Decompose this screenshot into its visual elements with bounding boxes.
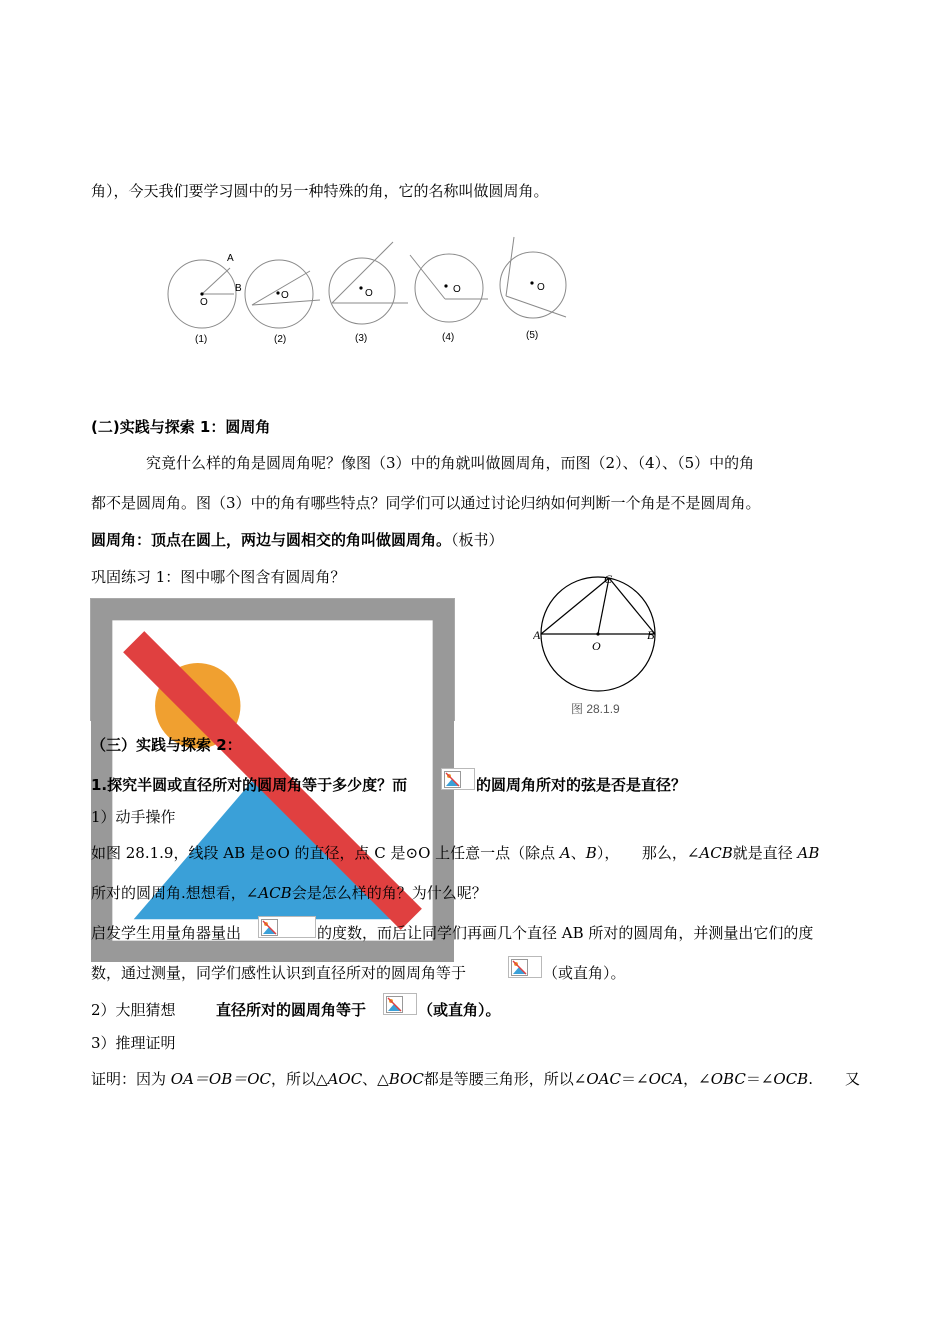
fig1-label-o1: O xyxy=(200,297,208,308)
inline-image-conjecture xyxy=(383,993,417,1015)
fig1-caption-2: (2) xyxy=(274,334,287,345)
exercise-1: 巩固练习 1：图中哪个图含有圆周角？ xyxy=(91,568,346,586)
fig1-label-a: A xyxy=(227,253,234,264)
step-2-title: 2）大胆猜想 xyxy=(91,1001,176,1019)
section-2-para-line1: 究竟什么样的角是圆周角呢？像图（3）中的角就叫做圆周角，而图（2）、（4）、（5）中的角 xyxy=(146,454,755,472)
inline-image-angle-acb xyxy=(258,916,316,938)
fig2-label-o: O xyxy=(592,639,601,653)
fig2-label-c: C xyxy=(604,573,613,586)
fig2-label-b: B xyxy=(647,628,655,642)
step-1-line1: 如图 28.1.9，线段 AB 是⊙O 的直径，点 C 是⊙O 上任意一点（除点 A、B）， 那么，∠ACB就是直径 AB xyxy=(91,844,820,862)
inspire-line2-b: （或直角）。 xyxy=(543,964,626,982)
fig1-caption-1: (1) xyxy=(195,334,208,345)
question-1-part1: 1.探究半圆或直径所对的圆周角等于多少度？而 xyxy=(91,776,408,794)
section-2-heading: (二)实践与探索 1：圆周角 xyxy=(91,418,271,436)
step-1-title: 1）动手操作 xyxy=(91,808,176,826)
inspire-line2-a: 数，通过测量，同学们感性认识到直径所对的圆周角等于 xyxy=(91,964,467,982)
angle-types-figure xyxy=(160,235,580,355)
fig2-caption: 图 28.1.9 xyxy=(571,702,620,716)
proof-line-end: 又 xyxy=(845,1070,861,1088)
fig1-caption-4: (4) xyxy=(442,332,455,343)
circle-3 xyxy=(329,258,395,324)
fig2-label-a: A xyxy=(533,628,541,642)
exercise-image-placeholder xyxy=(90,598,455,721)
fig1-label-b: B xyxy=(235,283,242,294)
question-1-part2: 的圆周角所对的弦是否是直径？ xyxy=(476,776,687,794)
step-2-conjecture-b: （或直角）。 xyxy=(418,1001,501,1019)
fig1-caption-5: (5) xyxy=(526,330,539,341)
fig1-label-o3: O xyxy=(365,288,373,299)
step-2-conjecture-a: 直径所对的圆周角等于 xyxy=(216,1001,367,1019)
inline-image-90-degrees xyxy=(508,956,542,978)
section-2-para-line2: 都不是圆周角。图（3）中的角有哪些特点？同学们可以通过讨论归纳如何判断一个角是不是圆周角。 xyxy=(91,494,761,512)
proof-line: 证明：因为 OA＝OB＝OC，所以△AOC、△BOC都是等腰三角形，所以∠OAC＝∠OCA，∠OBC＝∠OCB. xyxy=(91,1070,813,1088)
section-3-heading: （三）实践与探索 2： xyxy=(91,736,242,754)
circle-5 xyxy=(500,252,566,318)
definition-note: （板书） xyxy=(451,531,504,549)
inline-image-q1 xyxy=(441,768,475,790)
broken-image-icon xyxy=(386,996,403,1013)
fig1-caption-3: (3) xyxy=(355,333,368,344)
step-1-line2: 所对的圆周角.想想看，∠ACB会是怎么样的角？为什么呢？ xyxy=(91,884,487,902)
definition-text: 圆周角：顶点在圆上，两边与圆相交的角叫做圆周角。 xyxy=(91,531,452,549)
figure-28-1-9 xyxy=(533,573,663,718)
fig1-label-o2: O xyxy=(281,290,289,301)
broken-image-icon xyxy=(261,919,278,936)
step-3-title: 3）推理证明 xyxy=(91,1034,176,1052)
broken-image-icon xyxy=(444,771,461,788)
fig1-label-o4: O xyxy=(453,284,461,295)
fig1-label-o5: O xyxy=(537,282,545,293)
broken-image-icon xyxy=(511,959,528,976)
inspire-line1-b: 的度数，而后让同学们再画几个直径 AB 所对的圆周角，并测量出它们的度 xyxy=(317,924,814,942)
circle-4 xyxy=(415,254,483,322)
definition-line xyxy=(91,530,504,550)
inspire-line1-a: 启发学生用量角器量出 xyxy=(91,924,242,942)
intro-text: 角），今天我们要学习圆中的另一种特殊的角，它的名称叫做圆周角。 xyxy=(91,182,549,200)
